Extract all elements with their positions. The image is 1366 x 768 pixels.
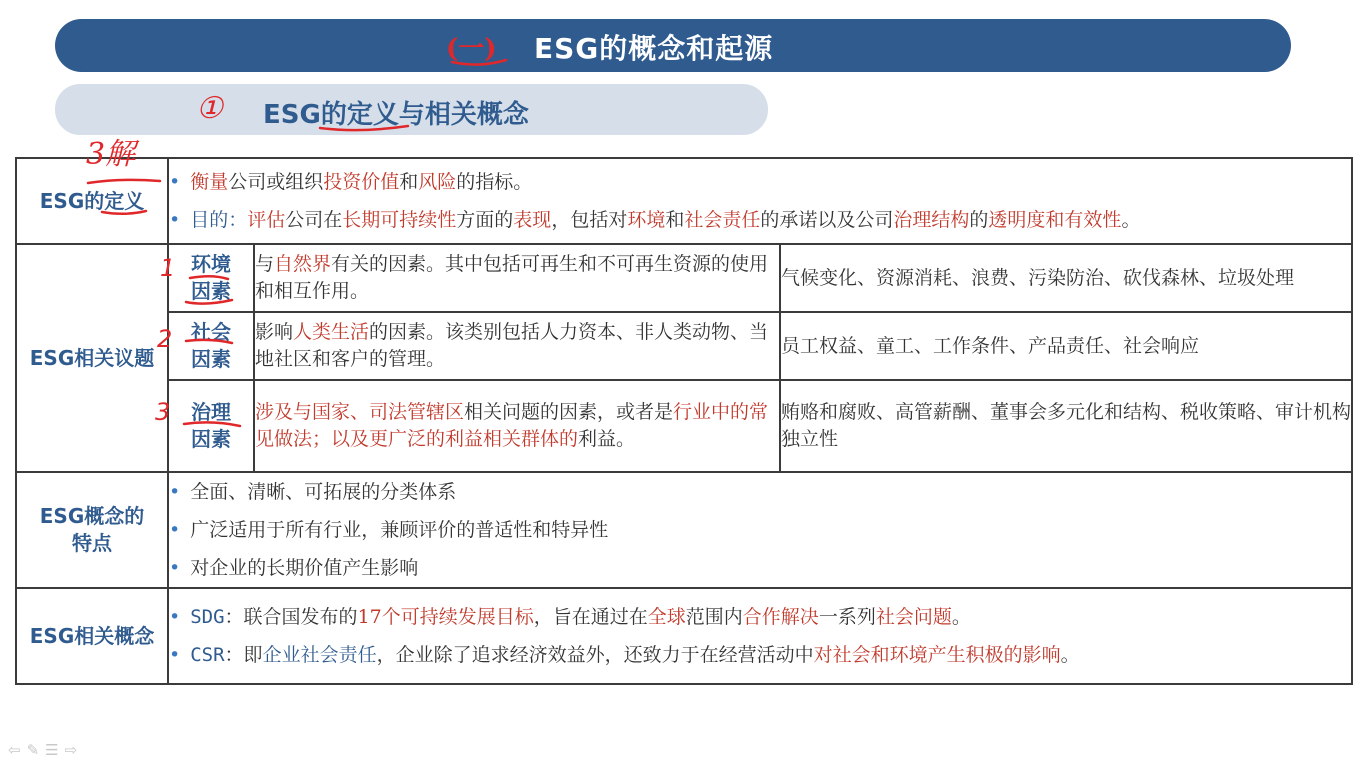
sdg-term: SDG <box>190 606 225 628</box>
handwritten-number-2: 2 <box>157 325 173 353</box>
definition-line-2: • 目的：评估公司在长期可持续性方面的表现，包括对环境和社会责任的承诺以及公司治理结构的透明度和有效性。 <box>169 209 1141 231</box>
definition-line-1: • 衡量公司或组织投资价值和风险的指标。 <box>169 171 533 193</box>
env-row <box>16 244 1352 312</box>
gov-description: 涉及与国家、司法管辖区相关问题的因素，或者是行业中的常见做法；以及更广泛的利益相关群体的利益。 <box>254 380 780 472</box>
concepts-row <box>16 588 1352 684</box>
gov-row <box>16 380 1352 472</box>
menu-icon[interactable]: ☰ <box>45 741 65 759</box>
esg-table <box>15 157 1353 685</box>
gov-factor-label: 治理因素 <box>168 380 254 472</box>
issues-label: ESG相关议题 <box>16 244 168 472</box>
arrow-right-icon[interactable]: ⇨ <box>64 741 84 759</box>
definition-content <box>168 158 1352 244</box>
bullet: • <box>169 171 181 193</box>
bullet: • <box>169 209 181 231</box>
gov-examples: 贿赂和腐败、高管薪酬、董事会多元化和结构、税收策略、审计机构独立性 <box>780 380 1352 472</box>
arrow-left-icon[interactable]: ⇦ <box>8 741 27 759</box>
pen-icon[interactable]: ✎ <box>26 741 46 759</box>
concepts-label: ESG相关概念 <box>16 588 168 684</box>
env-description: 与自然界有关的因素。其中包括可再生和不可再生资源的使用和相互作用。 <box>254 244 780 312</box>
env-factor-label: 环境因素 <box>168 244 254 312</box>
handwritten-note: 3解 <box>86 137 136 172</box>
social-factor-label: 社会因素 <box>168 312 254 380</box>
handwritten-subsection-number: ① <box>196 91 223 126</box>
slide-nav <box>8 741 83 759</box>
definition-row <box>16 158 1352 244</box>
features-content <box>168 472 1352 588</box>
env-examples: 气候变化、资源消耗、浪费、污染防治、砍伐森林、垃圾处理 <box>780 244 1352 312</box>
csr-term: CSR <box>190 644 225 666</box>
social-row <box>16 312 1352 380</box>
feature-item: • 对企业的长期价值产生影响 <box>169 557 419 579</box>
features-label: ESG概念的特点 <box>16 472 168 588</box>
feature-item: • 全面、清晰、可拓展的分类体系 <box>169 481 457 503</box>
concepts-content <box>168 588 1352 684</box>
social-examples: 员工权益、童工、工作条件、产品责任、社会响应 <box>780 312 1352 380</box>
section-title: ESG的概念和起源 <box>534 32 774 65</box>
feature-item: • 广泛适用于所有行业，兼顾评价的普适性和特异性 <box>169 519 609 541</box>
handwritten-number-1: 1 <box>160 254 176 282</box>
sdg-line: • SDG：联合国发布的17个可持续发展目标，旨在通过在全球范围内合作解决一系列社会问题。 <box>169 606 971 628</box>
csr-line: • CSR：即企业社会责任，企业除了追求经济效益外，还致力于在经营活动中对社会和环境产生积极的影响。 <box>169 644 1080 666</box>
features-row <box>16 472 1352 588</box>
handwritten-number-3: 3 <box>155 398 171 426</box>
subsection-title: ESG的定义与相关概念 <box>263 100 529 130</box>
definition-label: ESG的定义 <box>16 158 168 244</box>
handwritten-section-number: (一) <box>446 34 497 64</box>
social-description: 影响人类生活的因素。该类别包括人力资本、非人类动物、当地社区和客户的管理。 <box>254 312 780 380</box>
